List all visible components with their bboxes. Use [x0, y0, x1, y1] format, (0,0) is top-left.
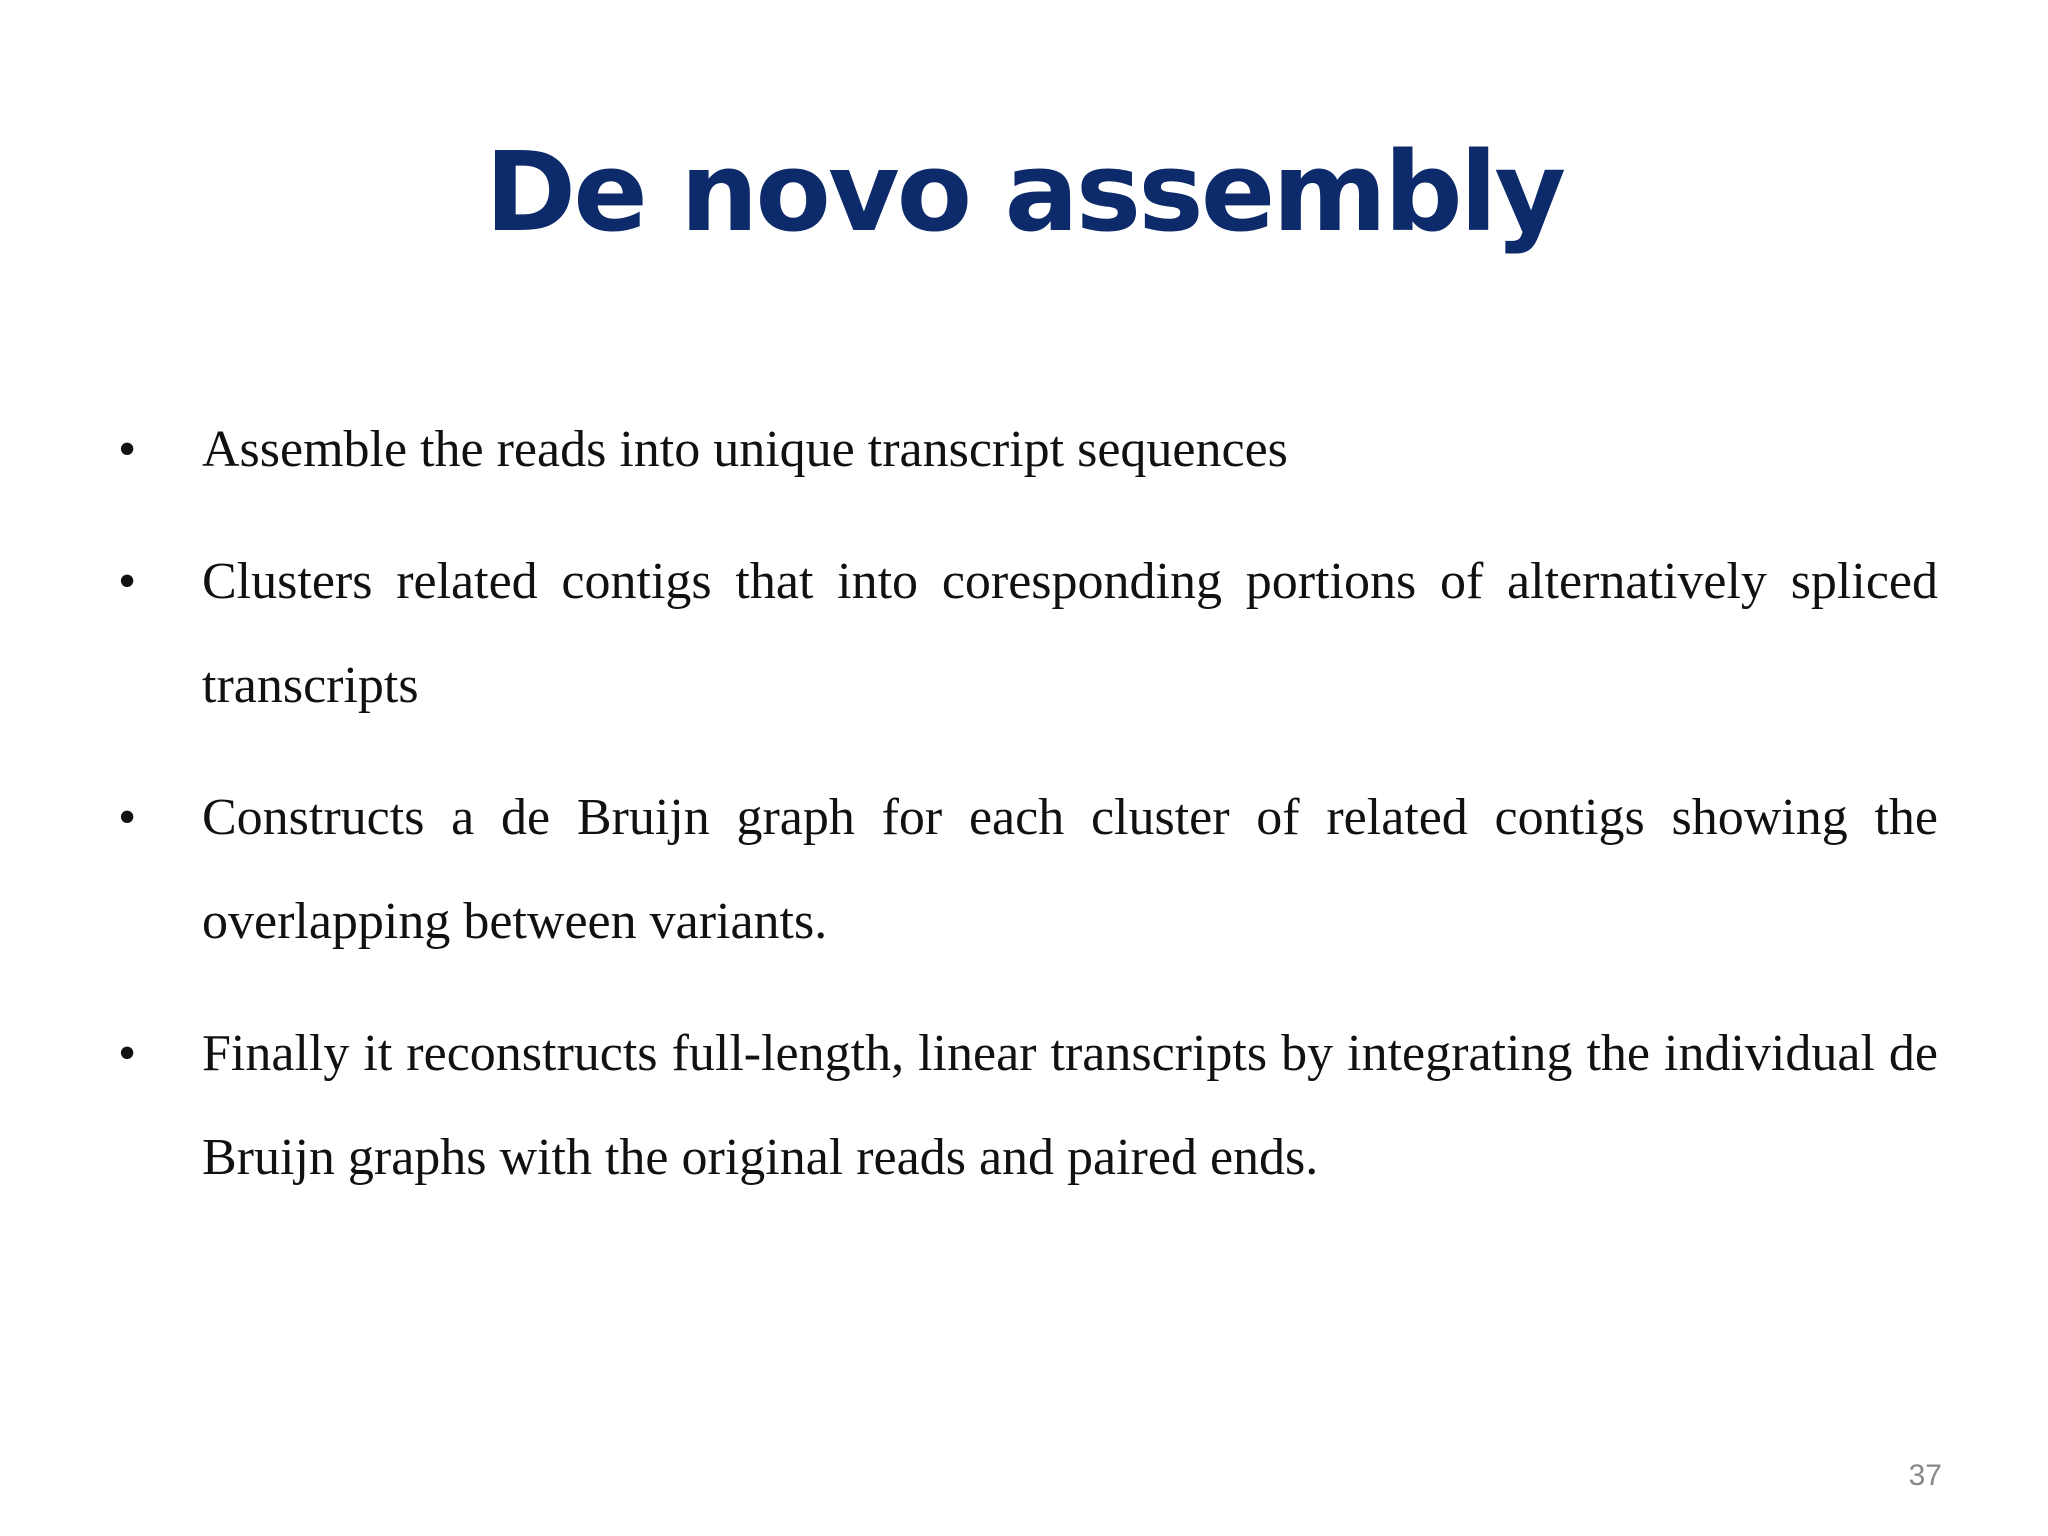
bullet-text: Constructs a de Bruijn graph for each cluster of related contigs showing the overlapping between variants. [202, 789, 1938, 950]
bullet-text: Finally it reconstructs full-length, linear transcripts by integrating the individual de Bruijn graphs with the original reads and paired ends. [202, 1025, 1938, 1186]
bullet-dot-icon: • [118, 1025, 137, 1082]
page-number: 37 [1908, 1459, 1942, 1492]
bullet-item-3 [118, 766, 1938, 974]
bullet-item-1 [118, 398, 1938, 502]
bullet-item-4 [118, 1002, 1938, 1210]
bullet-dot-icon: • [118, 553, 137, 610]
bullet-dot-icon: • [118, 789, 137, 846]
bullet-dot-icon: • [118, 421, 137, 478]
bullet-list [118, 398, 1938, 1238]
bullet-text: Assemble the reads into unique transcript sequences [202, 421, 1288, 478]
bullet-text: Clusters related contigs that into coresponding portions of alternatively spliced transcripts [202, 553, 1938, 714]
bullet-item-2 [118, 530, 1938, 738]
slide-title: De novo assembly [484, 128, 1564, 256]
